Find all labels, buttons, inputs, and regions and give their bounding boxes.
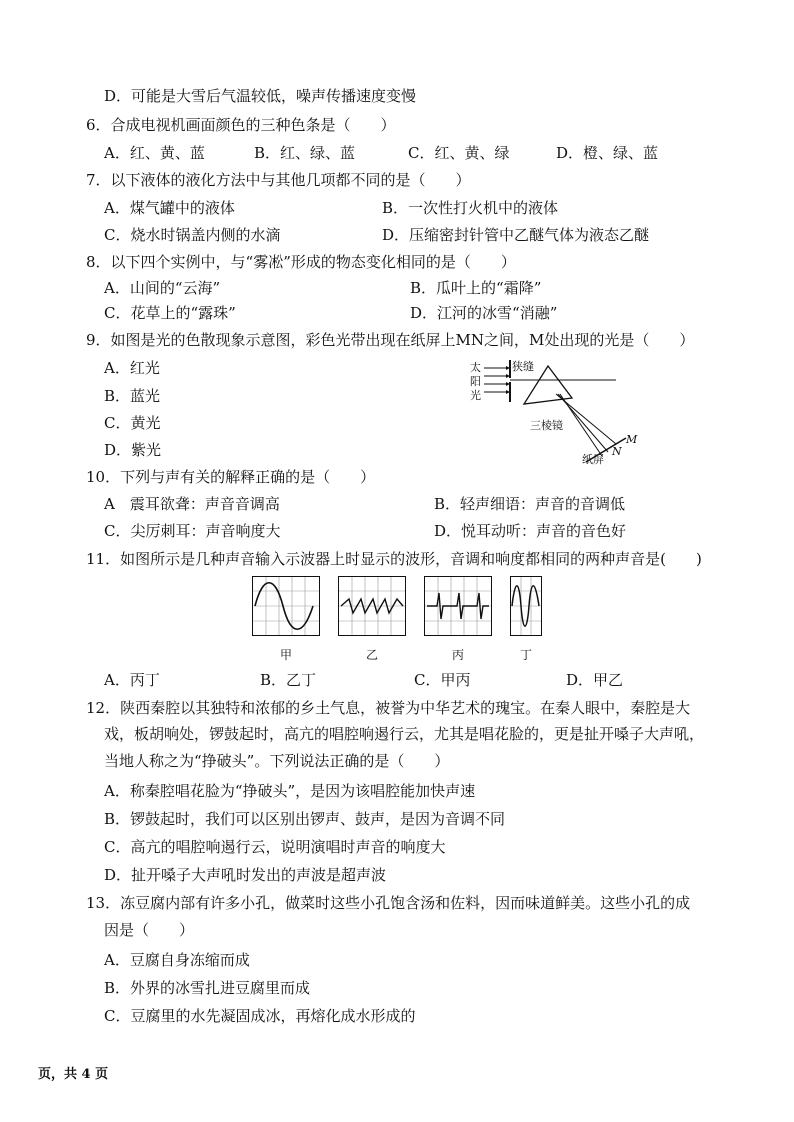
q7-option-b: B．一次性打火机中的液体 [382, 199, 559, 217]
q12-stem-line-2: 戏，板胡响处，锣鼓起时，高亢的唱腔响遏行云，尤其是唱花脸的，更是扯开嗓子大声吼， [104, 725, 705, 743]
q5-option-d: D．可能是大雪后气温较低，噪声传播速度变慢 [104, 87, 417, 105]
q9-n-label: N [612, 445, 622, 458]
q9-sun-label-2: 阳 [470, 375, 481, 388]
q9-option-a: A．红光 [104, 359, 160, 377]
q8-stem: 8．以下四个实例中，与“雾凇”形成的物态变化相同的是（ ） [86, 253, 516, 271]
q6-option-d: D．橙、绿、蓝 [556, 144, 659, 162]
q11-waveforms [252, 576, 542, 666]
q13-option-a: A．豆腐自身冻缩而成 [104, 951, 250, 969]
q8-option-c: C．花草上的“露珠” [104, 304, 236, 322]
q11-option-b: B．乙丁 [260, 671, 317, 689]
q12-stem-line-3: 当地人称之为“挣破头”。下列说法正确的是（ ） [104, 752, 450, 770]
q10-stem: 10．下列与声有关的解释正确的是（ ） [86, 468, 376, 486]
q10-option-c: C．尖厉刺耳：声音响度大 [104, 522, 281, 540]
page-footer: 页，共 4 页 [38, 1067, 109, 1082]
q10-option-a: A 震耳欲聋：声音音调高 [104, 495, 280, 513]
wave-label-ding: 丁 [520, 648, 533, 662]
q12-stem-line-1: 12．陕西秦腔以其独特和浓郁的乡土气息，被誉为中华艺术的瑰宝。在秦人眼中，秦腔是大 [86, 699, 691, 717]
q6-option-b: B．红、绿、蓝 [254, 144, 356, 162]
q10-option-d: D．悦耳动听：声音的音色好 [434, 522, 627, 540]
q8-option-b: B．瓜叶上的“霜降” [410, 279, 542, 297]
q9-prism-label: 三棱镜 [530, 419, 563, 432]
q11-stem: 11．如图所示是几种声音输入示波器上时显示的波形，音调和响度都相同的两种声音是( ) [86, 550, 702, 568]
q9-m-label: M [626, 433, 638, 446]
wave-label-jia: 甲 [280, 648, 293, 662]
q7-option-c: C．烧水时锅盖内侧的水滴 [104, 226, 281, 244]
q8-option-d: D．江河的冰雪“消融” [410, 304, 558, 322]
q12-option-b: B．锣鼓起时，我们可以区别出锣声、鼓声，是因为音调不同 [104, 810, 506, 828]
q9-dispersion-figure [466, 358, 646, 468]
q13-option-c: C．豆腐里的水先凝固成冰，再熔化成水形成的 [104, 1007, 416, 1025]
q10-option-b: B．轻声细语：声音的音调低 [434, 495, 626, 513]
q9-screen-label: 纸屏 [582, 453, 604, 466]
wave-label-yi: 乙 [366, 648, 379, 662]
q9-option-d: D．紫光 [104, 441, 162, 459]
q12-option-c: C．高亢的唱腔响遏行云，说明演唱时声音的响度大 [104, 838, 446, 856]
q7-stem: 7．以下液体的液化方法中与其他几项都不同的是（ ） [86, 171, 471, 189]
q13-stem-line-2: 因是（ ） [104, 921, 195, 939]
q12-option-d: D．扯开嗓子大声吼时发出的声波是超声波 [104, 866, 387, 884]
q9-slit-label: 狭缝 [512, 360, 534, 373]
waveform-bing [424, 576, 492, 636]
q9-sun-label-3: 光 [470, 389, 481, 402]
waveform-jia [252, 576, 320, 636]
q6-option-a: A．红、黄、蓝 [104, 144, 205, 162]
wave-label-bing: 丙 [452, 648, 465, 662]
q12-option-a: A．称秦腔唱花脸为“挣破头”，是因为该唱腔能加快声速 [104, 782, 476, 800]
q11-option-d: D．甲乙 [566, 671, 624, 689]
q6-option-c: C．红、黄、绿 [408, 144, 510, 162]
q9-option-b: B．蓝光 [104, 387, 161, 405]
q7-option-d: D．压缩密封针管中乙醚气体为液态乙醚 [382, 226, 650, 244]
q11-option-a: A．丙丁 [104, 671, 160, 689]
q13-stem-line-1: 13．冻豆腐内部有许多小孔，做菜时这些小孔饱含汤和佐料，因而味道鲜美。这些小孔的成 [86, 894, 691, 912]
q7-option-a: A．煤气罐中的液体 [104, 199, 235, 217]
q9-sun-label-1: 太 [470, 361, 481, 374]
q11-option-c: C．甲丙 [414, 671, 471, 689]
waveform-yi [338, 576, 406, 636]
q6-stem: 6．合成电视机画面颜色的三种色条是（ ） [86, 116, 396, 134]
q9-stem: 9．如图是光的色散现象示意图，彩色光带出现在纸屏上MN之间，M处出现的光是（ ） [86, 331, 695, 349]
q13-option-b: B．外界的冰雪扎进豆腐里而成 [104, 979, 311, 997]
waveform-ding [510, 576, 542, 636]
q8-option-a: A．山间的“云海” [104, 279, 221, 297]
q9-option-c: C．黄光 [104, 414, 161, 432]
